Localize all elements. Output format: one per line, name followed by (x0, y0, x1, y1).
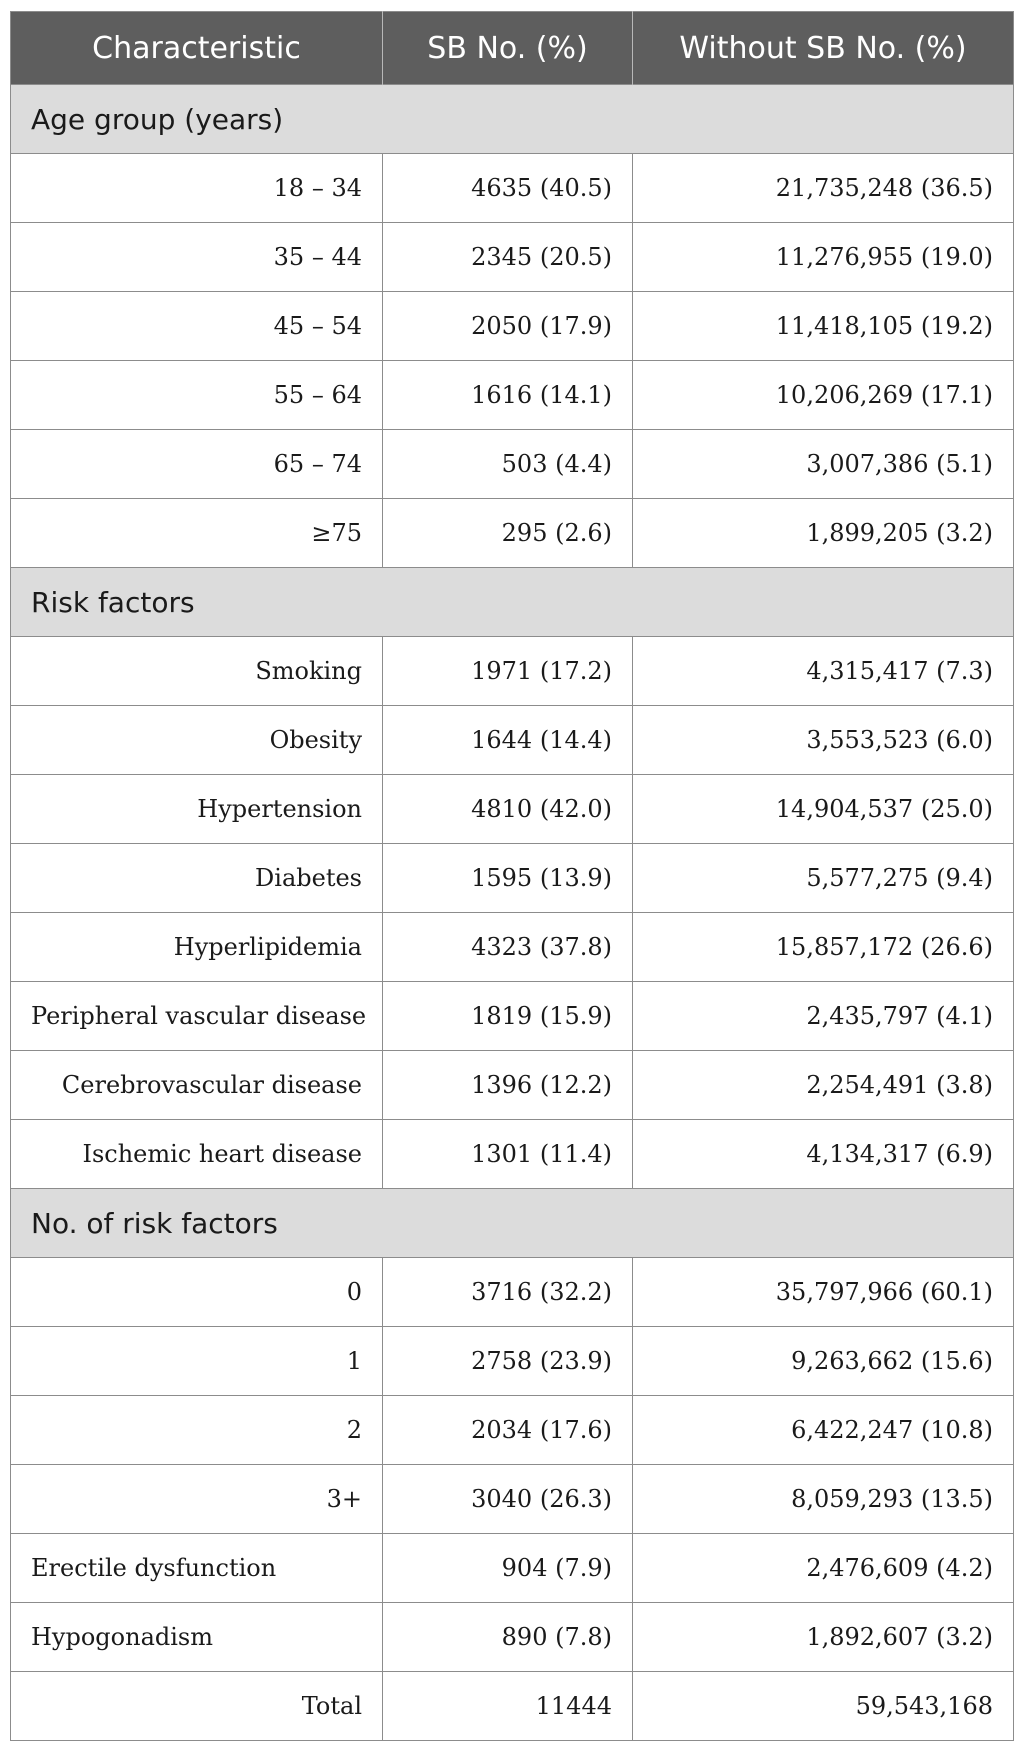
table-row (11, 913, 1014, 982)
sb-cell: 2345 (20.5) (383, 223, 633, 292)
section-row (11, 85, 1014, 154)
characteristic-cell: Total (11, 1672, 383, 1741)
sb-cell: 904 (7.9) (383, 1534, 633, 1603)
without-sb-cell: 59,543,168 (633, 1672, 1014, 1741)
table-header (11, 12, 1014, 85)
table-row (11, 223, 1014, 292)
sb-cell: 3040 (26.3) (383, 1465, 633, 1534)
without-sb-cell: 3,553,523 (6.0) (633, 706, 1014, 775)
header-sb: SB No. (%) (383, 12, 633, 85)
sb-cell: 1819 (15.9) (383, 982, 633, 1051)
characteristic-cell: ≥75 (11, 499, 383, 568)
without-sb-cell: 15,857,172 (26.6) (633, 913, 1014, 982)
sb-cell: 4323 (37.8) (383, 913, 633, 982)
table-row (11, 1258, 1014, 1327)
table-row (11, 844, 1014, 913)
table-body (11, 85, 1014, 1741)
characteristic-cell: Smoking (11, 637, 383, 706)
without-sb-cell: 2,476,609 (4.2) (633, 1534, 1014, 1603)
table-row (11, 1327, 1014, 1396)
data-table (10, 11, 1014, 1741)
characteristic-cell: Peripheral vascular disease (11, 982, 383, 1051)
without-sb-cell: 3,007,386 (5.1) (633, 430, 1014, 499)
without-sb-cell: 14,904,537 (25.0) (633, 775, 1014, 844)
sb-cell: 890 (7.8) (383, 1603, 633, 1672)
sb-cell: 4810 (42.0) (383, 775, 633, 844)
section-title: Risk factors (11, 568, 1014, 637)
without-sb-cell: 2,254,491 (3.8) (633, 1051, 1014, 1120)
without-sb-cell: 6,422,247 (10.8) (633, 1396, 1014, 1465)
table-row (11, 1465, 1014, 1534)
characteristic-cell: 1 (11, 1327, 383, 1396)
sb-cell: 503 (4.4) (383, 430, 633, 499)
sb-cell: 2034 (17.6) (383, 1396, 633, 1465)
characteristic-cell: 55 – 64 (11, 361, 383, 430)
sb-cell: 1644 (14.4) (383, 706, 633, 775)
characteristic-cell: Erectile dysfunction (11, 1534, 383, 1603)
sb-cell: 11444 (383, 1672, 633, 1741)
sb-cell: 3716 (32.2) (383, 1258, 633, 1327)
characteristic-cell: Diabetes (11, 844, 383, 913)
characteristic-cell: 2 (11, 1396, 383, 1465)
sb-cell: 2050 (17.9) (383, 292, 633, 361)
without-sb-cell: 10,206,269 (17.1) (633, 361, 1014, 430)
table-row (11, 706, 1014, 775)
section-title: No. of risk factors (11, 1189, 1014, 1258)
table-row (11, 499, 1014, 568)
table-row (11, 430, 1014, 499)
characteristic-cell: Hypogonadism (11, 1603, 383, 1672)
characteristic-cell: 45 – 54 (11, 292, 383, 361)
table-row (11, 361, 1014, 430)
header-characteristic: Characteristic (11, 12, 383, 85)
characteristic-cell: Cerebrovascular disease (11, 1051, 383, 1120)
without-sb-cell: 4,315,417 (7.3) (633, 637, 1014, 706)
table-row (11, 1051, 1014, 1120)
characteristic-cell: Hyperlipidemia (11, 913, 383, 982)
without-sb-cell: 2,435,797 (4.1) (633, 982, 1014, 1051)
characteristic-cell: 35 – 44 (11, 223, 383, 292)
header-row (11, 12, 1014, 85)
table-row (11, 1603, 1014, 1672)
without-sb-cell: 8,059,293 (13.5) (633, 1465, 1014, 1534)
table-row (11, 1120, 1014, 1189)
sb-cell: 2758 (23.9) (383, 1327, 633, 1396)
table-row (11, 775, 1014, 844)
header-without-sb: Without SB No. (%) (633, 12, 1014, 85)
characteristic-cell: 3+ (11, 1465, 383, 1534)
without-sb-cell: 5,577,275 (9.4) (633, 844, 1014, 913)
characteristic-cell: Obesity (11, 706, 383, 775)
table-row (11, 292, 1014, 361)
table-row (11, 154, 1014, 223)
without-sb-cell: 1,899,205 (3.2) (633, 499, 1014, 568)
characteristic-cell: Ischemic heart disease (11, 1120, 383, 1189)
without-sb-cell: 11,276,955 (19.0) (633, 223, 1014, 292)
without-sb-cell: 21,735,248 (36.5) (633, 154, 1014, 223)
characteristic-cell: 18 – 34 (11, 154, 383, 223)
characteristic-cell: 0 (11, 1258, 383, 1327)
without-sb-cell: 1,892,607 (3.2) (633, 1603, 1014, 1672)
characteristic-cell: 65 – 74 (11, 430, 383, 499)
section-row (11, 568, 1014, 637)
sb-cell: 4635 (40.5) (383, 154, 633, 223)
sb-cell: 1396 (12.2) (383, 1051, 633, 1120)
sb-cell: 1616 (14.1) (383, 361, 633, 430)
without-sb-cell: 9,263,662 (15.6) (633, 1327, 1014, 1396)
section-title: Age group (years) (11, 85, 1014, 154)
sb-cell: 1595 (13.9) (383, 844, 633, 913)
without-sb-cell: 11,418,105 (19.2) (633, 292, 1014, 361)
without-sb-cell: 35,797,966 (60.1) (633, 1258, 1014, 1327)
sb-cell: 1301 (11.4) (383, 1120, 633, 1189)
table-row (11, 1534, 1014, 1603)
sb-cell: 295 (2.6) (383, 499, 633, 568)
characteristic-cell: Hypertension (11, 775, 383, 844)
table-row (11, 1396, 1014, 1465)
sb-cell: 1971 (17.2) (383, 637, 633, 706)
without-sb-cell: 4,134,317 (6.9) (633, 1120, 1014, 1189)
table-row (11, 1672, 1014, 1741)
table-row (11, 637, 1014, 706)
table-row (11, 982, 1014, 1051)
section-row (11, 1189, 1014, 1258)
